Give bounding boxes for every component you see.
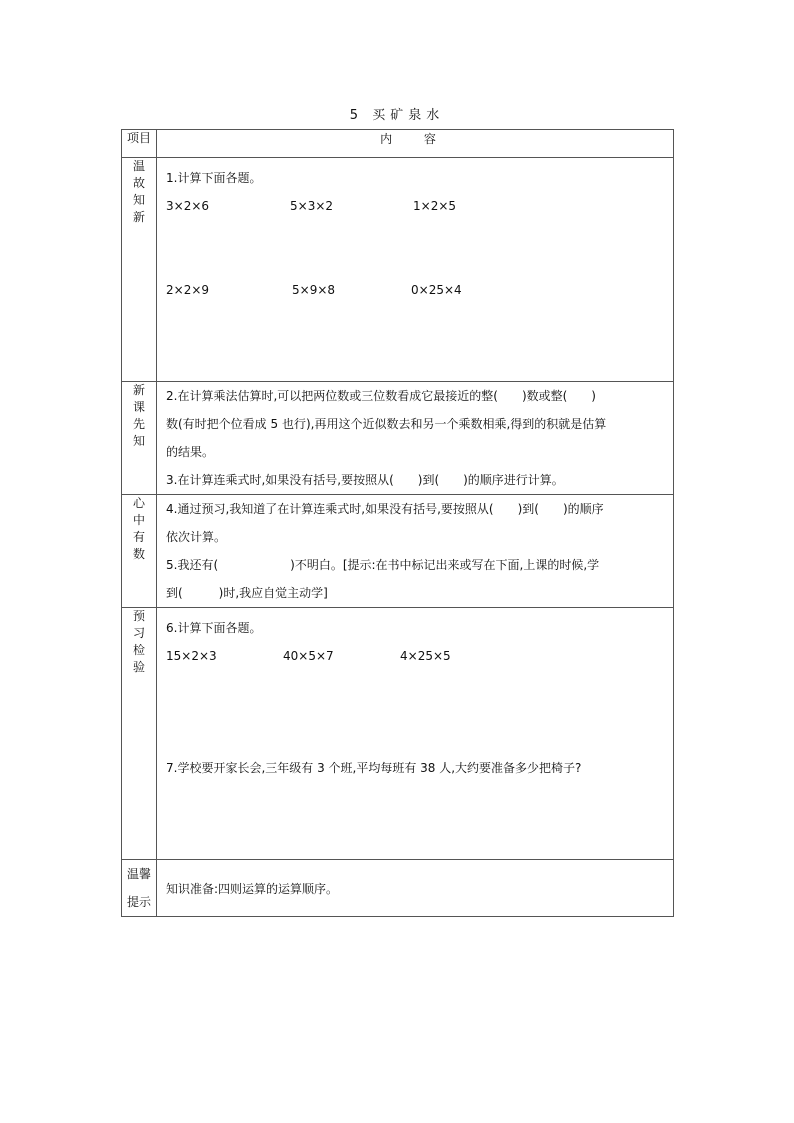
header-item-label [122, 130, 157, 158]
question-2-line-2: 数(有时把个位看成 5 也行),再用这个近似数去和另一个乘数相乘,得到的积就是估算 [166, 417, 607, 431]
section-content-mind [157, 495, 674, 608]
preview-label-text: 新课先知 [132, 383, 145, 448]
section-label-mind [122, 495, 157, 608]
tips-text: 知识准备:四则运算的运算顺序。 [166, 881, 339, 896]
review-label-text: 温故知新 [132, 159, 145, 224]
section-content-check [157, 608, 674, 860]
table-header-row [122, 130, 674, 158]
worksheet-table [121, 129, 674, 917]
section-review [122, 158, 674, 382]
section-mind [122, 495, 674, 608]
question-5-line-2: 到( )时,我应自觉主动学] [166, 586, 328, 600]
header-col1: 项目 [126, 131, 151, 145]
section-content-preview [157, 382, 674, 495]
section-content-tips [157, 860, 674, 917]
question-2-line-1: 2.在计算乘法估算时,可以把两位数或三位数看成它最接近的整( )数或整( ) [166, 389, 596, 403]
question-7: 7.学校要开家长会,三年级有 3 个班,平均每班有 38 人,大约要准备多少把椅子? [166, 761, 582, 775]
question-4-line-1: 4.通过预习,我知道了在计算连乘式时,如果没有括号,要按照从( )到( )的顺序 [166, 502, 604, 516]
check-label-text: 预习检验 [132, 609, 145, 674]
header-content-label: 内 容 [157, 130, 674, 158]
section-label-preview [122, 382, 157, 495]
expression-row-3 [166, 642, 673, 670]
section-content-review [157, 158, 674, 382]
section-check [122, 608, 674, 860]
mind-label-text: 心中有数 [132, 496, 145, 561]
expression: 5×3×2 [290, 199, 334, 213]
question-5-line-1: 5.我还有( )不明白。[提示:在书中标记出来或写在下面,上课的时候,学 [166, 558, 600, 572]
question-3: 3.在计算连乘式时,如果没有括号,要按照从( )到( )的顺序进行计算。 [166, 473, 564, 487]
question-4-line-2: 依次计算。 [166, 530, 227, 544]
question-1: 1.计算下面各题。 [166, 171, 262, 185]
expression: 40×5×7 [283, 649, 334, 663]
expression-row-1 [166, 192, 673, 220]
expression: 3×2×6 [166, 199, 210, 213]
question-2-line-3: 的结果。 [166, 445, 215, 459]
answer-space [166, 670, 673, 754]
expression: 4×25×5 [400, 649, 451, 663]
expression-row-2 [166, 276, 673, 304]
section-label-check [122, 608, 157, 860]
expression: 0×25×4 [411, 283, 462, 297]
question-6: 6.计算下面各题。 [166, 621, 262, 635]
expression: 5×9×8 [292, 283, 336, 297]
tips-label-text: 温馨提示 [126, 867, 151, 909]
section-label-review [122, 158, 157, 382]
expression: 2×2×9 [166, 283, 210, 297]
section-tips [122, 860, 674, 917]
page-title: 5 买矿泉水 [349, 108, 445, 123]
section-preview [122, 382, 674, 495]
expression: 15×2×3 [166, 649, 217, 663]
expression: 1×2×5 [413, 199, 457, 213]
section-label-tips [122, 860, 157, 917]
answer-space [166, 220, 673, 276]
